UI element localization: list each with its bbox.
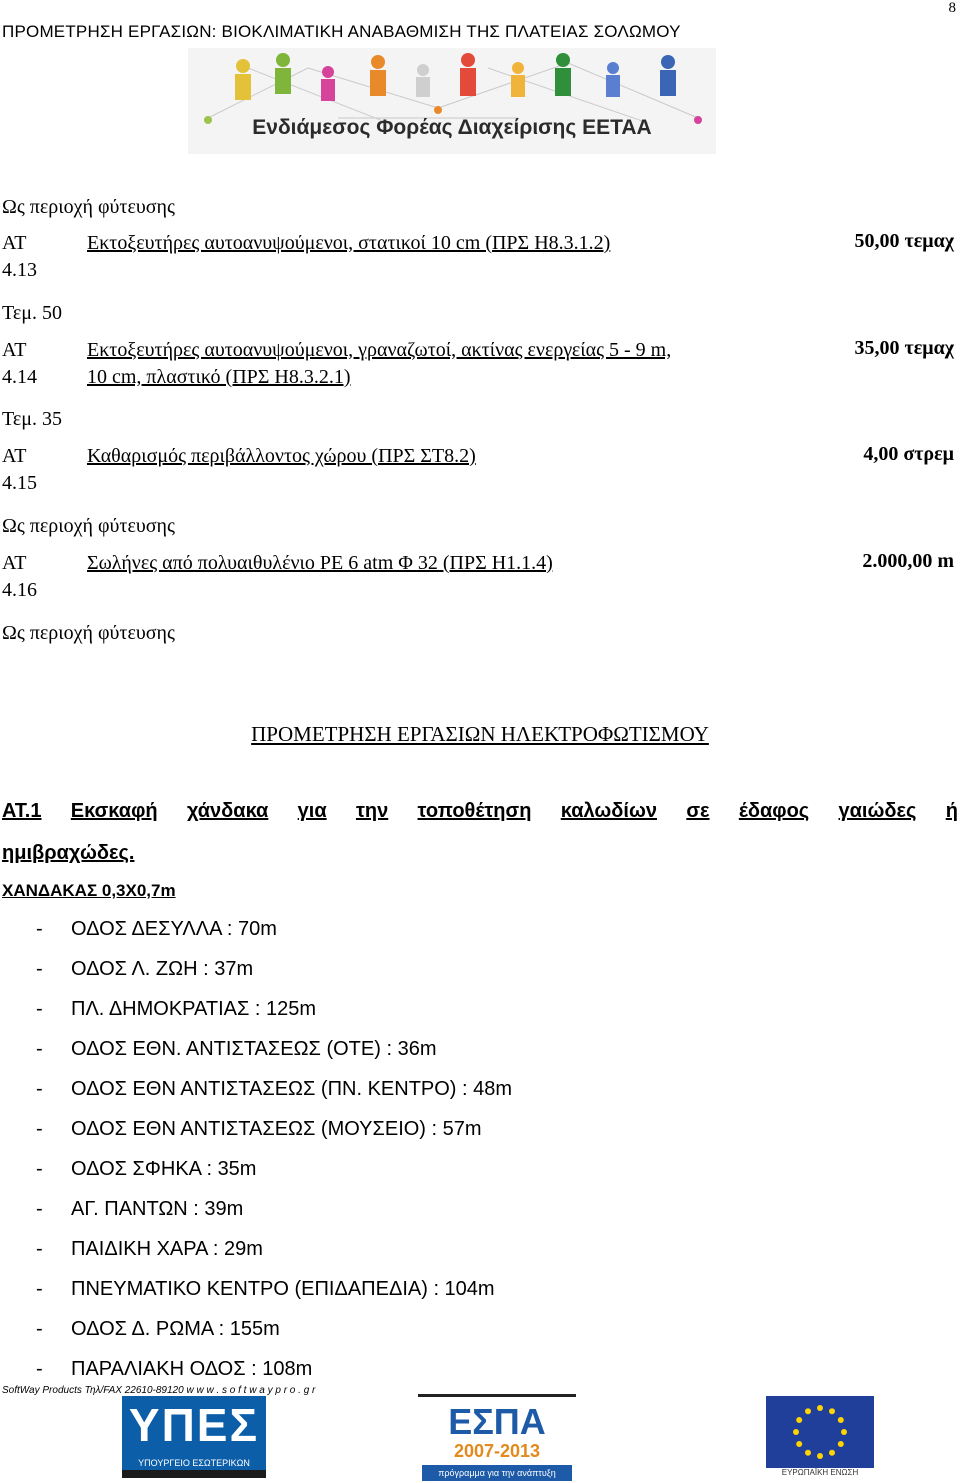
item-code-prefix: ΑΤ xyxy=(2,339,27,361)
item-code xyxy=(2,337,37,391)
item-quantity: 35,00 τεμαχ xyxy=(854,337,954,359)
list-item: - ΠΑΡΑΛΙΑΚΗ ΟΔΟΣ : 108m xyxy=(36,1358,313,1380)
document-header-title: ΠΡΟΜΕΤΡΗΣΗ ΕΡΓΑΣΙΩΝ: ΒΙΟΚΛΙΜΑΤΙΚΗ ΑΝΑΒΑΘΜΙΣΗ ΤΗΣ ΠΛΑΤΕΙΑΣ ΣΟΛΩΜΟΥ xyxy=(2,22,681,41)
at1-word: σε xyxy=(686,800,710,822)
at1-word: την xyxy=(355,800,389,822)
item-description-line: 10 cm, πλαστικό (ΠΡΣ Η8.3.2.1) xyxy=(87,366,351,388)
item-code-number: 4.16 xyxy=(2,579,37,601)
section-title: ΠΡΟΜΕΤΡΗΣΗ ΕΡΓΑΣΙΩΝ ΗΛΕΚΤΡΟΦΩΤΙΣΜΟΥ xyxy=(251,722,709,746)
at1-word: για xyxy=(297,800,327,822)
footer-note: SoftWay Products Τηλ/FAX 22610-89120 w w w . s o f t w a y p r o . g r xyxy=(2,1385,316,1396)
list-item: - ΠΛ. ΔΗΜΟΚΡΑΤΙΑΣ : 125m xyxy=(36,998,317,1020)
list-item: - ΟΔΟΣ ΕΘΝ ΑΝΤΙΣΤΑΣΕΩΣ (ΠΝ. ΚΕΝΤΡΟ) : 48m xyxy=(36,1078,513,1100)
item-description: Σωλήνες από πολυαιθυλένιο PE 6 atm Φ 32 (ΠΡΣ Η1.1.4) xyxy=(87,552,553,574)
item-note: Ως περιοχή φύτευσης xyxy=(2,196,175,218)
at1-continuation: ημιβραχώδες. xyxy=(2,842,135,864)
item-quantity: 50,00 τεμαχ xyxy=(854,230,954,252)
eu-flag-icon xyxy=(766,1396,874,1468)
espa-logo: ΕΣΠΑ 2007-2013 πρόγραμμα για την ανάπτυξη xyxy=(418,1394,576,1483)
item-note: Ως περιοχή φύτευσης xyxy=(2,622,175,644)
at1-word: έδαφος xyxy=(738,800,810,822)
at1-heading xyxy=(2,800,958,823)
at1-word: ΑΤ.1 xyxy=(2,800,42,822)
at1-word: ή xyxy=(945,800,958,822)
list-item: - ΠΑΙΔΙΚΗ ΧΑΡΑ : 29m xyxy=(36,1238,263,1260)
list-item: - ΟΔΟΣ Λ. ΖΩΗ : 37m xyxy=(36,958,254,980)
list-item: - ΟΔΟΣ ΕΘΝ ΑΝΤΙΣΤΑΣΕΩΣ (ΜΟΥΣΕΙΟ) : 57m xyxy=(36,1118,482,1140)
eetaa-banner xyxy=(188,48,716,154)
item-quantity: 2.000,00 m xyxy=(862,550,954,572)
list-item: - ΟΔΟΣ Δ. ΡΩΜΑ : 155m xyxy=(36,1318,280,1340)
item-code-prefix: ΑΤ xyxy=(2,552,27,574)
at1-word: καλωδίων xyxy=(560,800,658,822)
list-item: - ΟΔΟΣ ΣΦΗΚΑ : 35m xyxy=(36,1158,257,1180)
item-code-number: 4.15 xyxy=(2,472,37,494)
item-description: Καθαρισμός περιβάλλοντος χώρου (ΠΡΣ ΣΤ8.2) xyxy=(87,445,476,467)
item-note: Ως περιοχή φύτευσης xyxy=(2,515,175,537)
item-code-number: 4.14 xyxy=(2,366,37,388)
banner-text: Ενδιάμεσος Φορέας Διαχείρισης ΕΕΤΑΑ xyxy=(252,116,652,139)
street-list xyxy=(36,912,512,1392)
item-code-number: 4.13 xyxy=(2,259,37,281)
item-code-prefix: ΑΤ xyxy=(2,445,27,467)
at1-word: τοποθέτηση xyxy=(417,800,532,822)
item-note: Τεμ. 50 xyxy=(2,302,62,324)
at1-word: χάνδακα xyxy=(186,800,269,822)
list-item: - ΟΔΟΣ ΔΕΣΥΛΛΑ : 70m xyxy=(36,918,277,940)
trench-dimensions: ΧΑΝΔΑΚΑΣ 0,3Χ0,7m xyxy=(2,881,176,900)
item-code xyxy=(2,550,37,604)
page-number: 8 xyxy=(948,0,956,16)
item-description xyxy=(87,337,671,391)
item-note: Τεμ. 35 xyxy=(2,408,62,430)
at1-word: Εκσκαφή xyxy=(70,800,158,822)
item-quantity: 4,00 στρεμ xyxy=(863,443,954,465)
at1-word: γαιώδες xyxy=(838,800,917,822)
item-description: Εκτοξευτήρες αυτοανυψούμενοι, στατικοί 10 cm (ΠΡΣ Η8.3.1.2) xyxy=(87,232,611,254)
item-description-line: Εκτοξευτήρες αυτοανυψούμενοι, γραναζωτοί, ακτίνας ενεργείας 5 - 9 m, xyxy=(87,339,672,361)
list-item: - ΑΓ. ΠΑΝΤΩΝ : 39m xyxy=(36,1198,244,1220)
item-code xyxy=(2,443,37,497)
eu-flag-logo: ΕΥΡΩΠΑΪΚΗ ΕΝΩΣΗ xyxy=(766,1396,874,1478)
list-item: - ΠΝΕΥΜΑΤΙΚΟ ΚΕΝΤΡΟ (ΕΠΙΔΑΠΕΔΙΑ) : 104m xyxy=(36,1278,495,1300)
ypes-logo: ΥΠΕΣ ΥΠΟΥΡΓΕΙΟ ΕΣΩΤΕΡΙΚΩΝ xyxy=(122,1396,266,1478)
list-item: - ΟΔΟΣ ΕΘΝ. ΑΝΤΙΣΤΑΣΕΩΣ (ΟΤΕ) : 36m xyxy=(36,1038,437,1060)
item-code-prefix: ΑΤ xyxy=(2,232,27,254)
item-code xyxy=(2,230,37,284)
